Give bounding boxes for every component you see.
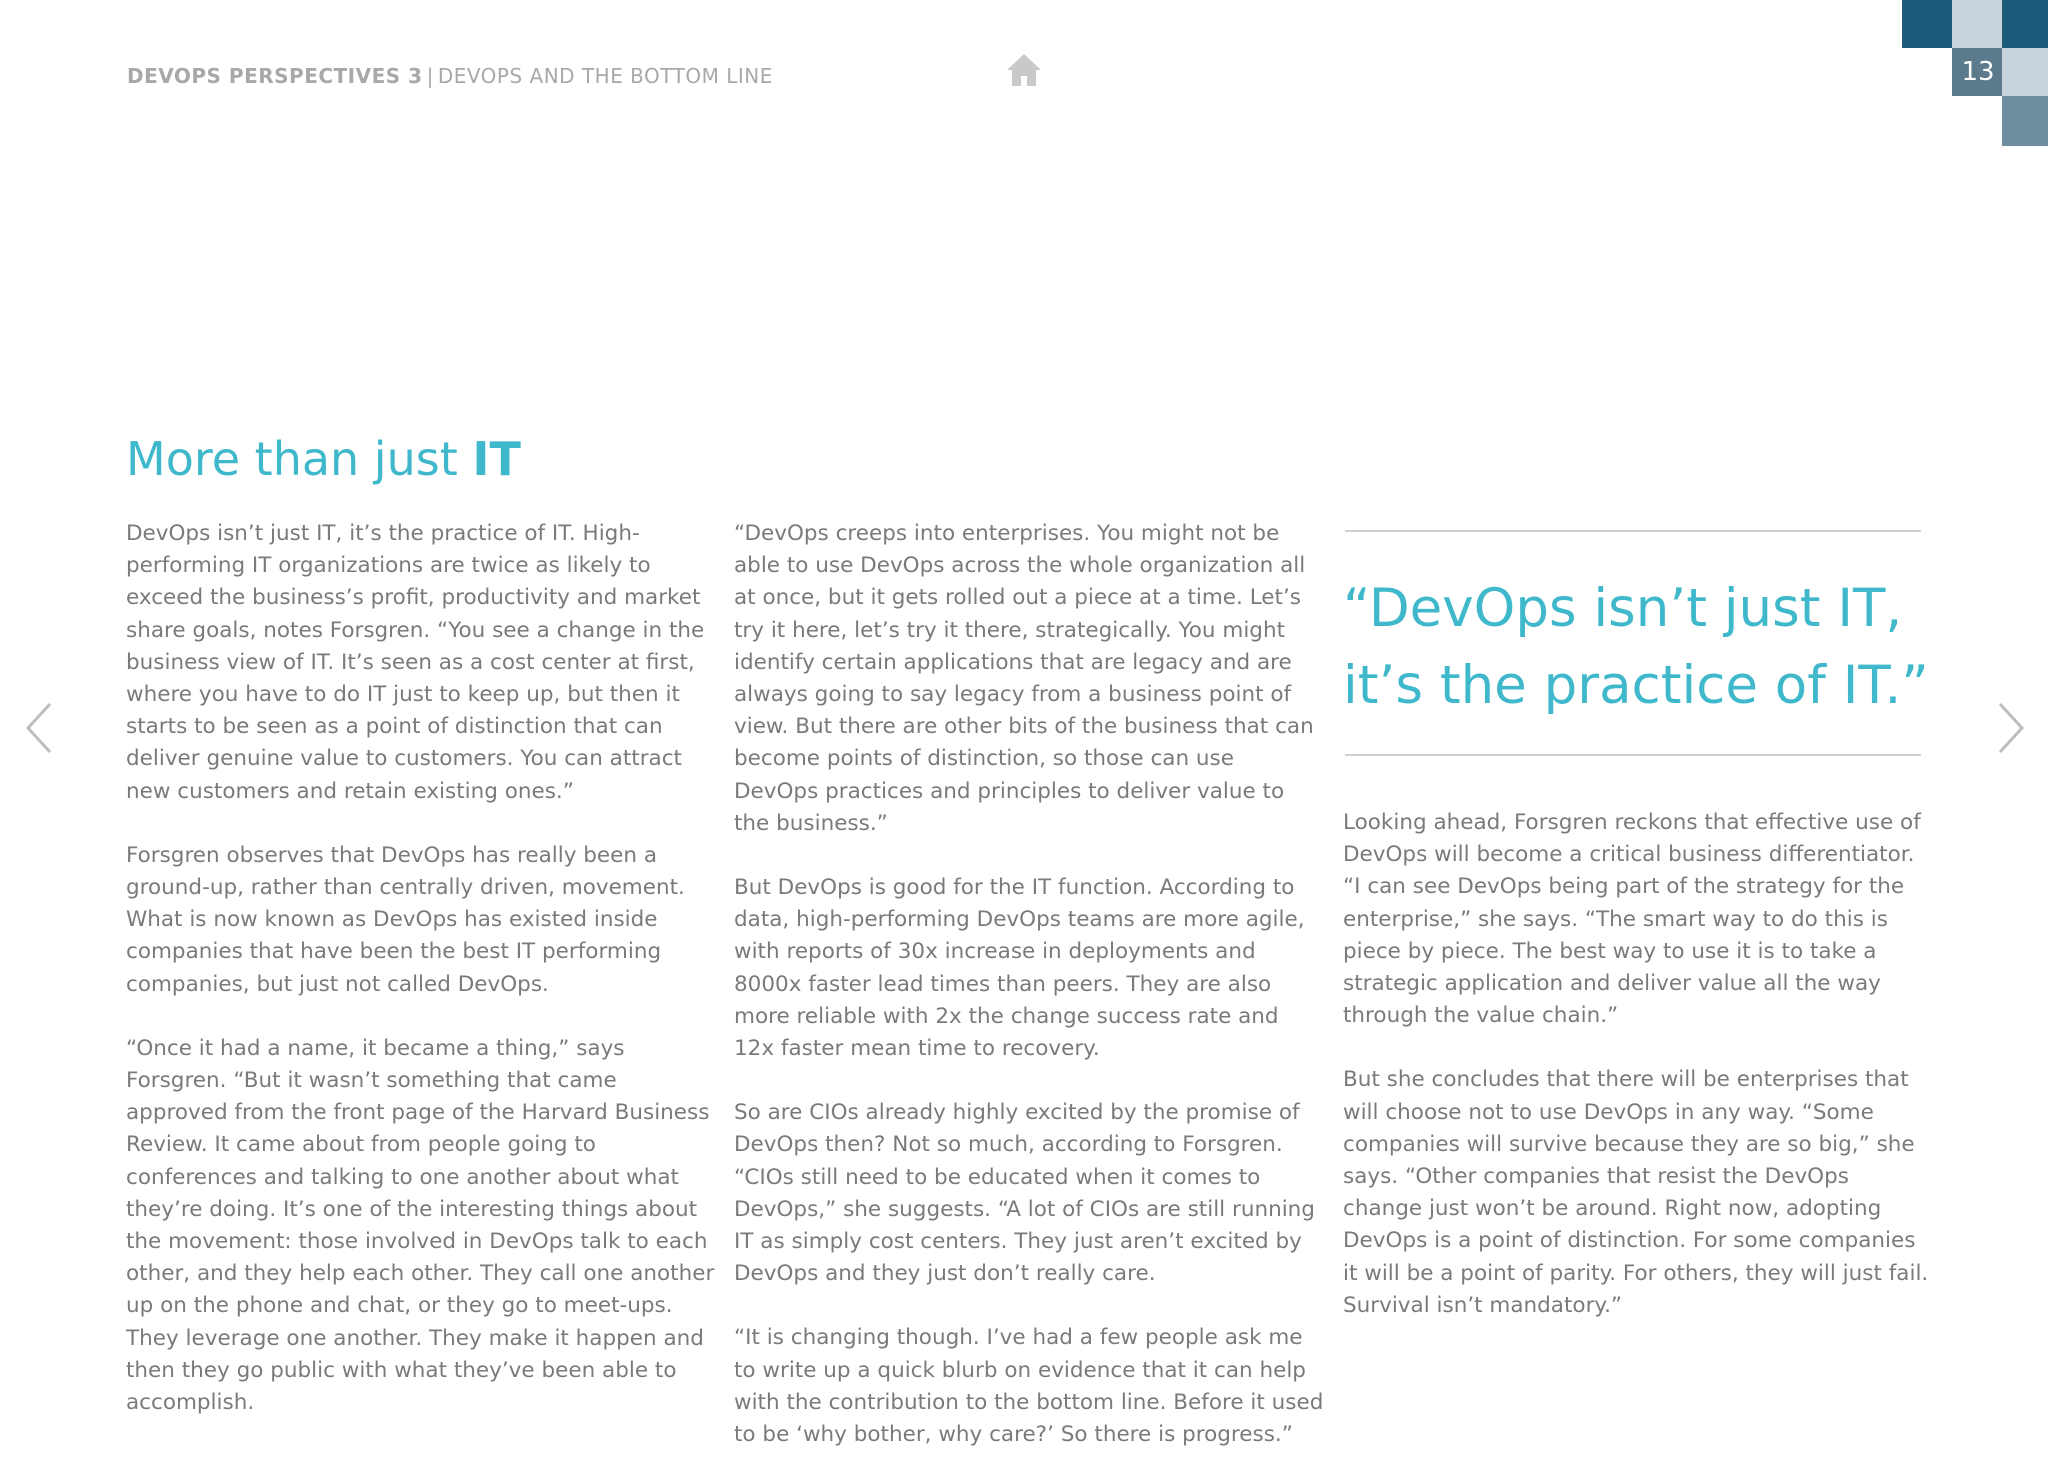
paragraph: Forsgren observes that DevOps has really been a ground-up, rather than centrally driven, movement. What is now known as DevOps has existed inside companies that have been the best IT performing companies, but just not called DevOps. [126,842,685,997]
column-3 [1343,807,1933,1354]
paragraph: “Once it had a name, it became a thing,” says Forsgren. “But it wasn’t something that came approved from the front page of the Harvard Business Review. It came about from people going to conferences and talking to one another about what they’re doing. It’s one of the interesting things about the movement: those involved in DevOps talk to each other, and they help each other. They call one another up on the phone and chat, or they go to meet-ups. They leverage one another. They make it happen and then they go public with what they’ve been able to accomplish. [126,1035,715,1416]
paragraph: So are CIOs already highly excited by the promise of DevOps then? Not so much, according to Forsgren. “CIOs still need to be educated when it comes to DevOps,” she suggests. “A lot of CIOs are still running IT as simply cost centers. They just aren’t excited by DevOps and they just don’t really care. [734,1100,1315,1287]
title-bold: IT [472,432,521,486]
paragraph: But she concludes that there will be enterprises that will choose not to use DevOps in any way. “Some companies will survive because they are so big,” she says. “Other companies that resist the DevOps change just won’t be around. Right now, adopting DevOps is a point of distinction. For some companies it will be a point of parity. For others, they will just fail. Survival isn’t mandatory.” [1343,1067,1929,1318]
paragraph: But DevOps is good for the IT function. According to data, high-performing DevOps teams are more agile, with reports of 30x increase in deployments and 8000x faster lead times than peers. They are also more reliable with 2x the change success rate and 12x faster mean time to recovery. [734,875,1305,1062]
decor-square-mid [2002,96,2048,146]
decor-square-dark [1902,0,1952,48]
page-number: 13 [1961,57,1995,87]
section-title: DEVOPS AND THE BOTTOM LINE [437,64,773,88]
chevron-left-icon[interactable] [20,698,60,758]
column-1 [126,518,716,1451]
quote-rule-top [1345,530,1921,532]
quote-rule-bottom [1345,754,1921,756]
decor-square-dark-2 [2002,0,2048,48]
decor-square-light [1952,0,2002,48]
column-2 [734,518,1324,1483]
decor-square-light-2 [2002,48,2048,96]
running-header [127,64,773,88]
home-icon[interactable] [1004,50,1044,90]
paragraph: “It is changing though. I’ve had a few people ask me to write up a quick blurb on evidence that it can help with the contribution to the bottom line. Before it used to be ‘why bother, why care?’ So there is progress.” [734,1325,1324,1448]
chevron-right-icon[interactable] [1990,698,2030,758]
pull-quote: “DevOps isn’t just IT, it’s the practice of IT.” [1343,578,1929,716]
paragraph: “DevOps creeps into enterprises. You might not be able to use DevOps across the whole organization all at once, but it gets rolled out a piece at a time. Let’s try it here, let’s try it there, strategically. You might identify certain applications that are legacy and are always going to say legacy from a business point of view. But there are other bits of the business that can become points of distinction, so those can use DevOps practices and principles to deliver value to the business.” [734,521,1314,836]
header-separator: | [426,64,434,88]
paragraph: DevOps isn’t just IT, it’s the practice of IT. High-performing IT organizations are twice as likely to exceed the business’s profit, productivity and market share goals, notes Forsgren. “You see a change in the business view of IT. It’s seen as a cost center at first, where you have to do IT just to keep up, but then it starts to be seen as a point of distinction that can deliver genuine value to customers. You can attract new customers and retain existing ones.” [126,521,705,804]
series-title: DEVOPS PERSPECTIVES 3 [127,64,423,88]
article-title [126,432,521,486]
paragraph: Looking ahead, Forsgren reckons that effective use of DevOps will become a critical business differentiator. “I can see DevOps being part of the strategy for the enterprise,” she says. “The smart way to do this is piece by piece. The best way to use it is to take a strategic application and deliver value all the way through the value chain.” [1343,810,1921,1029]
title-regular: More than just [126,432,473,486]
